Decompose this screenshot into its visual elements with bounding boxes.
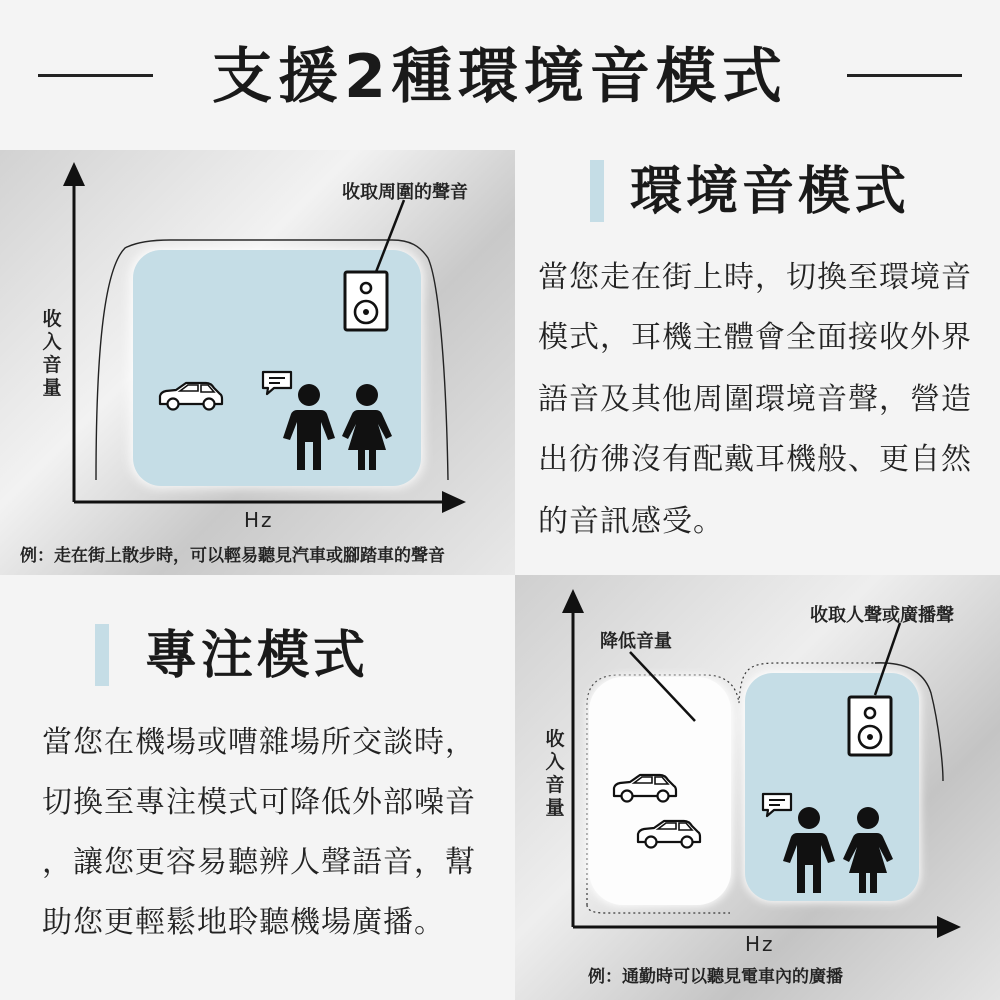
header-rule-left <box>38 74 153 77</box>
focus-section-title: 專注模式 <box>145 626 370 686</box>
ambient-caption: 例：走在街上散步時，可以輕易聽見汽車或腳踏車的聲音 <box>20 546 445 566</box>
focus-caption: 例：通勤時可以聽見電車內的廣播 <box>588 967 843 987</box>
focus-capture-annotation: 收取人聲或廣播聲 <box>810 605 954 626</box>
ambient-section-bar <box>590 160 604 222</box>
focus-capture-zone <box>745 673 919 901</box>
page-title: 支援2種環境音模式 <box>212 42 788 112</box>
speaker-icon <box>849 697 891 755</box>
speaker-icon <box>345 272 387 330</box>
ambient-annotation: 收取周圍的聲音 <box>342 182 468 203</box>
focus-y-axis-label: 收 入 音 量 <box>545 728 565 819</box>
focus-section-bar <box>95 624 109 686</box>
ambient-x-axis-label: Hz <box>244 508 274 532</box>
focus-x-axis-label: Hz <box>745 932 775 956</box>
focus-reduce-annotation: 降低音量 <box>600 631 672 652</box>
header-rule-right <box>847 74 962 77</box>
ambient-y-axis-label: 收 入 音 量 <box>42 308 62 399</box>
ambient-section-title: 環境音模式 <box>630 162 911 222</box>
